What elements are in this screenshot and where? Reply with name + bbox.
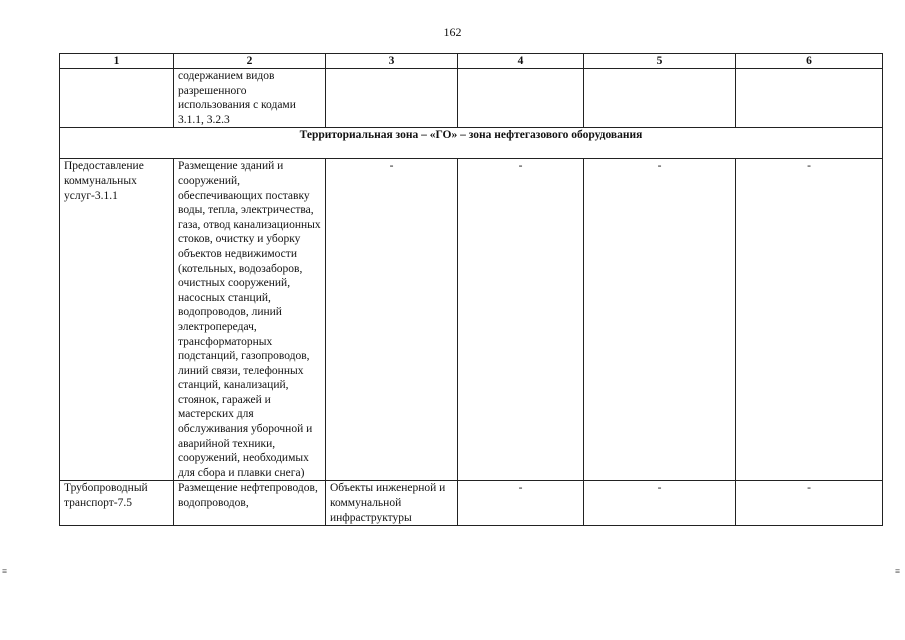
- cell: [584, 69, 736, 128]
- cell: -: [326, 159, 458, 481]
- zone-title-row: [60, 128, 883, 159]
- cell: -: [458, 481, 584, 526]
- column-header-1: 1: [60, 54, 174, 69]
- cell: -: [584, 159, 736, 481]
- use-type-cell: Предоставление коммунальных услуг-3.1.1: [60, 159, 174, 481]
- column-header-4: 4: [458, 54, 584, 69]
- cell: [736, 69, 883, 128]
- continuation-row: [60, 69, 883, 128]
- land-use-table: [59, 53, 883, 526]
- cell: [458, 69, 584, 128]
- cell: -: [736, 159, 883, 481]
- cell: -: [584, 481, 736, 526]
- zone-title: Территориальная зона – «ГО» – зона нефтегазового оборудования: [60, 128, 883, 159]
- page-number: 162: [443, 25, 462, 39]
- description-cell: Размещение зданий и сооружений, обеспечивающих поставку воды, тепла, электричества, газа, отвод канализационных стоков, очистку и уборку объектов недвижимости (котельных, водозаборов, очистных сооружений, насосных станций, водопроводов, линий электропередач, трансформаторных подстанций, газопроводов, линий связи, телефонных станций, канализаций, стоянок, гаражей и мастерских для обслуживания уборочной и аварийной техники, сооружений, необходимых для сбора и плавки снега): [174, 159, 326, 481]
- column-header-5: 5: [584, 54, 736, 69]
- column-header-3: 3: [326, 54, 458, 69]
- description-cell: Размещение нефтепроводов, водопроводов,: [174, 481, 326, 526]
- use-type-cell: Трубопроводный транспорт-7.5: [60, 481, 174, 526]
- cell: -: [736, 481, 883, 526]
- scan-edge-mark-right: ≡: [895, 566, 901, 576]
- header-row: [60, 54, 883, 69]
- cell: [326, 69, 458, 128]
- column-header-2: 2: [174, 54, 326, 69]
- cell: [60, 69, 174, 128]
- column-header-6: 6: [736, 54, 883, 69]
- cell: содержанием видов разрешенного использования с кодами 3.1.1, 3.2.3: [174, 69, 326, 128]
- cell: Объекты инженерной и коммунальной инфраструктуры: [326, 481, 458, 526]
- table-row: [60, 159, 883, 481]
- table-row: [60, 481, 883, 526]
- cell: -: [458, 159, 584, 481]
- scan-edge-mark-left: ≡: [2, 566, 8, 576]
